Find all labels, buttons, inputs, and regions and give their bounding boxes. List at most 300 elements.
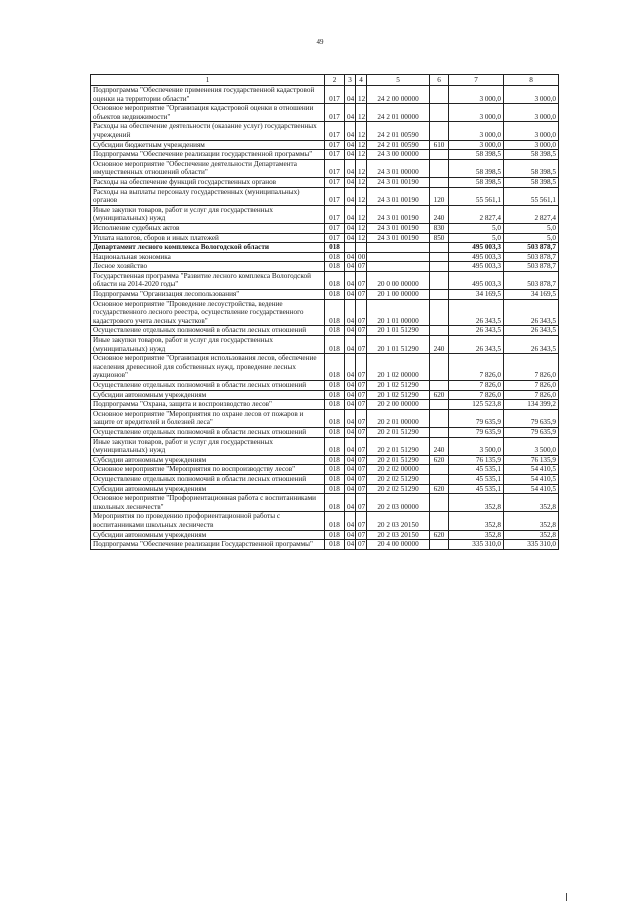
section-code-cell: 04 xyxy=(345,484,356,494)
column-header: 5 xyxy=(367,75,430,86)
target-article-cell: 20 1 01 00000 xyxy=(367,299,430,326)
table-row xyxy=(91,336,559,354)
expense-name-cell: Государственная программа "Развитие лесного комплекса Вологодской области на 2014-2020 годы" xyxy=(91,271,325,289)
amount-year1-cell: 5,0 xyxy=(449,223,504,233)
amount-year1-cell: 7 826,0 xyxy=(449,354,504,381)
expense-type-cell: 120 xyxy=(430,187,449,205)
subsection-code-cell: 07 xyxy=(356,530,367,540)
amount-year1-cell: 352,8 xyxy=(449,494,504,512)
expense-name-cell: Национальная экономика xyxy=(91,252,325,262)
amount-year1-cell: 3 000,0 xyxy=(449,104,504,122)
amount-year2-cell: 352,8 xyxy=(504,530,559,540)
table-row xyxy=(91,381,559,391)
subsection-code-cell: 07 xyxy=(356,354,367,381)
expense-name-cell: Подпрограмма "Охрана, защита и воспроизводство лесов" xyxy=(91,400,325,410)
amount-year2-cell: 54 410,5 xyxy=(504,465,559,475)
table-row xyxy=(91,409,559,427)
amount-year1-cell: 45 535,1 xyxy=(449,465,504,475)
section-code-cell: 04 xyxy=(345,233,356,243)
column-header: 4 xyxy=(356,75,367,86)
amount-year1-cell: 7 826,0 xyxy=(449,381,504,391)
expense-name-cell: Основное мероприятие "Обеспечение деятельности Департамента имущественных отношений области" xyxy=(91,159,325,177)
column-header: 6 xyxy=(430,75,449,86)
expense-name-cell: Подпрограмма "Организация лесопользования" xyxy=(91,290,325,300)
amount-year1-cell: 3 500,0 xyxy=(449,437,504,455)
section-code-cell: 04 xyxy=(345,336,356,354)
amount-year2-cell: 5,0 xyxy=(504,223,559,233)
amount-year1-cell: 7 826,0 xyxy=(449,390,504,400)
section-code-cell: 04 xyxy=(345,354,356,381)
expense-type-cell xyxy=(430,104,449,122)
section-code-cell: 04 xyxy=(345,223,356,233)
department-code-cell: 018 xyxy=(325,262,345,272)
expense-name-cell: Основное мероприятие "Профориентационная работа с воспитанниками школьных лесничеств" xyxy=(91,494,325,512)
subsection-code-cell: 07 xyxy=(356,400,367,410)
amount-year1-cell: 45 535,1 xyxy=(449,474,504,484)
table-row xyxy=(91,437,559,455)
section-code-cell: 04 xyxy=(345,512,356,530)
expense-type-cell: 620 xyxy=(430,455,449,465)
section-code-cell: 04 xyxy=(345,140,356,150)
amount-year2-cell: 58 398,5 xyxy=(504,150,559,160)
expense-type-cell xyxy=(430,159,449,177)
table-row xyxy=(91,122,559,140)
expense-name-cell: Расходы на выплаты персоналу государственных (муниципальных) органов xyxy=(91,187,325,205)
department-code-cell: 017 xyxy=(325,140,345,150)
section-code-cell: 04 xyxy=(345,437,356,455)
department-code-cell: 018 xyxy=(325,465,345,475)
expense-type-cell xyxy=(430,474,449,484)
department-code-cell: 018 xyxy=(325,290,345,300)
subsection-code-cell: 12 xyxy=(356,205,367,223)
amount-year2-cell: 7 826,0 xyxy=(504,354,559,381)
table-row xyxy=(91,390,559,400)
page-number: 49 xyxy=(316,38,324,46)
amount-year2-cell: 7 826,0 xyxy=(504,381,559,391)
amount-year1-cell: 45 535,1 xyxy=(449,484,504,494)
expense-name-cell: Расходы на обеспечение функций государственных органов xyxy=(91,177,325,187)
department-code-cell: 017 xyxy=(325,86,345,104)
subsection-code-cell: 07 xyxy=(356,409,367,427)
subsection-code-cell: 12 xyxy=(356,187,367,205)
section-code-cell: 04 xyxy=(345,150,356,160)
department-code-cell: 017 xyxy=(325,150,345,160)
target-article-cell: 20 1 02 51290 xyxy=(367,390,430,400)
expense-name-cell: Подпрограмма "Обеспечение реализации Государственной программы" xyxy=(91,540,325,550)
expense-name-cell: Субсидии автономным учреждениям xyxy=(91,390,325,400)
department-code-cell: 018 xyxy=(325,390,345,400)
target-article-cell: 24 3 01 00190 xyxy=(367,223,430,233)
target-article-cell: 20 2 02 51290 xyxy=(367,484,430,494)
expense-name-cell: Иные закупки товаров, работ и услуг для государственных (муниципальных) нужд xyxy=(91,205,325,223)
table-row xyxy=(91,465,559,475)
target-article-cell: 20 2 01 00000 xyxy=(367,409,430,427)
amount-year1-cell: 352,8 xyxy=(449,530,504,540)
department-code-cell: 017 xyxy=(325,104,345,122)
amount-year1-cell: 26 343,5 xyxy=(449,326,504,336)
target-article-cell: 20 2 02 51290 xyxy=(367,474,430,484)
amount-year2-cell: 5,0 xyxy=(504,233,559,243)
amount-year2-cell: 2 827,4 xyxy=(504,205,559,223)
target-article-cell: 24 3 00 00000 xyxy=(367,150,430,160)
department-code-cell: 018 xyxy=(325,381,345,391)
table-row xyxy=(91,512,559,530)
section-code-cell xyxy=(345,243,356,253)
expense-name-cell: Основное мероприятие "Организация использования лесов, обеспечение населения древесиной для собственных нужд, проведение лесных аукционов" xyxy=(91,354,325,381)
subsection-code-cell: 07 xyxy=(356,326,367,336)
subsection-code-cell: 07 xyxy=(356,381,367,391)
subsection-code-cell: 07 xyxy=(356,390,367,400)
target-article-cell: 20 1 01 51290 xyxy=(367,326,430,336)
table-row xyxy=(91,271,559,289)
table-row xyxy=(91,140,559,150)
expense-type-cell: 240 xyxy=(430,437,449,455)
amount-year1-cell: 5,0 xyxy=(449,233,504,243)
expense-type-cell xyxy=(430,326,449,336)
expense-name-cell: Мероприятия по проведению профориентационной работы с воспитанниками школьных лесничеств xyxy=(91,512,325,530)
section-code-cell: 04 xyxy=(345,400,356,410)
subsection-code-cell: 07 xyxy=(356,455,367,465)
amount-year1-cell: 2 827,4 xyxy=(449,205,504,223)
table-row xyxy=(91,484,559,494)
amount-year1-cell: 125 523,8 xyxy=(449,400,504,410)
section-code-cell: 04 xyxy=(345,465,356,475)
target-article-cell: 24 3 01 00190 xyxy=(367,187,430,205)
department-code-cell: 018 xyxy=(325,540,345,550)
amount-year2-cell: 503 878,7 xyxy=(504,252,559,262)
column-header: 7 xyxy=(449,75,504,86)
target-article-cell: 24 3 01 00000 xyxy=(367,159,430,177)
subsection-code-cell: 07 xyxy=(356,427,367,437)
expense-name-cell: Основное мероприятие "Организация кадастровой оценки в отношении объектов недвижимости" xyxy=(91,104,325,122)
amount-year1-cell: 58 398,5 xyxy=(449,177,504,187)
amount-year2-cell: 54 410,5 xyxy=(504,484,559,494)
section-code-cell: 04 xyxy=(345,177,356,187)
table-row xyxy=(91,86,559,104)
subsection-code-cell: 12 xyxy=(356,122,367,140)
amount-year1-cell: 76 135,9 xyxy=(449,455,504,465)
budget-table xyxy=(90,74,559,550)
section-code-cell: 04 xyxy=(345,187,356,205)
expense-name-cell: Осуществление отдельных полномочий в области лесных отношений xyxy=(91,427,325,437)
subsection-code-cell: 12 xyxy=(356,177,367,187)
section-code-cell: 04 xyxy=(345,540,356,550)
target-article-cell: 24 3 01 00190 xyxy=(367,233,430,243)
amount-year2-cell: 3 000,0 xyxy=(504,104,559,122)
department-code-cell: 018 xyxy=(325,336,345,354)
amount-year2-cell: 54 410,5 xyxy=(504,474,559,484)
target-article-cell: 24 2 01 00590 xyxy=(367,122,430,140)
department-code-cell: 018 xyxy=(325,512,345,530)
subsection-code-cell: 07 xyxy=(356,290,367,300)
expense-type-cell: 830 xyxy=(430,223,449,233)
department-code-cell: 017 xyxy=(325,233,345,243)
section-code-cell: 04 xyxy=(345,252,356,262)
section-code-cell: 04 xyxy=(345,474,356,484)
expense-name-cell: Лесное хозяйство xyxy=(91,262,325,272)
department-code-cell: 018 xyxy=(325,326,345,336)
table-row xyxy=(91,243,559,253)
department-code-cell: 017 xyxy=(325,177,345,187)
table-row xyxy=(91,233,559,243)
target-article-cell: 24 3 01 00190 xyxy=(367,177,430,187)
amount-year2-cell: 503 878,7 xyxy=(504,262,559,272)
expense-type-cell xyxy=(430,381,449,391)
expense-name-cell: Иные закупки товаров, работ и услуг для государственных (муниципальных) нужд xyxy=(91,336,325,354)
subsection-code-cell: 12 xyxy=(356,233,367,243)
amount-year2-cell: 3 000,0 xyxy=(504,86,559,104)
subsection-code-cell: 07 xyxy=(356,484,367,494)
department-code-cell: 017 xyxy=(325,122,345,140)
expense-name-cell: Субсидии бюджетным учреждениям xyxy=(91,140,325,150)
expense-type-cell: 240 xyxy=(430,336,449,354)
amount-year1-cell: 3 000,0 xyxy=(449,86,504,104)
table-row xyxy=(91,187,559,205)
amount-year1-cell: 79 635,9 xyxy=(449,409,504,427)
expense-type-cell xyxy=(430,271,449,289)
expense-type-cell xyxy=(430,290,449,300)
expense-type-cell xyxy=(430,400,449,410)
expense-type-cell xyxy=(430,512,449,530)
section-code-cell: 04 xyxy=(345,381,356,391)
subsection-code-cell: 07 xyxy=(356,512,367,530)
target-article-cell: 20 2 03 20150 xyxy=(367,512,430,530)
amount-year2-cell: 335 310,0 xyxy=(504,540,559,550)
table-row xyxy=(91,159,559,177)
column-number-row xyxy=(91,75,559,86)
amount-year2-cell: 55 561,1 xyxy=(504,187,559,205)
expense-name-cell: Основное мероприятие "Мероприятия по воспроизводству лесов" xyxy=(91,465,325,475)
expense-name-cell: Субсидии автономным учреждениям xyxy=(91,455,325,465)
expense-type-cell xyxy=(430,177,449,187)
amount-year1-cell: 34 169,5 xyxy=(449,290,504,300)
target-article-cell: 20 2 01 51290 xyxy=(367,455,430,465)
subsection-code-cell: 00 xyxy=(356,252,367,262)
subsection-code-cell: 07 xyxy=(356,299,367,326)
expense-type-cell xyxy=(430,540,449,550)
target-article-cell: 24 2 01 00590 xyxy=(367,140,430,150)
target-article-cell: 20 1 02 51290 xyxy=(367,381,430,391)
subsection-code-cell: 12 xyxy=(356,150,367,160)
expense-name-cell: Осуществление отдельных полномочий в области лесных отношений xyxy=(91,326,325,336)
amount-year2-cell: 26 343,5 xyxy=(504,336,559,354)
expense-type-cell xyxy=(430,354,449,381)
expense-type-cell: 240 xyxy=(430,205,449,223)
section-code-cell: 04 xyxy=(345,262,356,272)
subsection-code-cell: 07 xyxy=(356,494,367,512)
amount-year2-cell: 352,8 xyxy=(504,494,559,512)
table-row xyxy=(91,530,559,540)
section-code-cell: 04 xyxy=(345,427,356,437)
expense-type-cell: 620 xyxy=(430,484,449,494)
section-code-cell: 04 xyxy=(345,290,356,300)
column-header: 3 xyxy=(345,75,356,86)
department-code-cell: 018 xyxy=(325,299,345,326)
subsection-code-cell: 07 xyxy=(356,474,367,484)
department-code-cell: 018 xyxy=(325,494,345,512)
expense-type-cell: 620 xyxy=(430,390,449,400)
amount-year2-cell: 3 000,0 xyxy=(504,122,559,140)
expense-name-cell: Исполнение судебных актов xyxy=(91,223,325,233)
department-code-cell: 018 xyxy=(325,243,345,253)
table-row xyxy=(91,354,559,381)
table-row xyxy=(91,150,559,160)
section-code-cell: 04 xyxy=(345,159,356,177)
amount-year1-cell: 3 000,0 xyxy=(449,140,504,150)
amount-year1-cell: 79 635,9 xyxy=(449,427,504,437)
department-code-cell: 018 xyxy=(325,484,345,494)
expense-type-cell xyxy=(430,243,449,253)
table-row xyxy=(91,299,559,326)
expense-type-cell: 610 xyxy=(430,140,449,150)
amount-year2-cell: 503 878,7 xyxy=(504,271,559,289)
department-code-cell: 018 xyxy=(325,437,345,455)
expense-name-cell: Основное мероприятие "Проведение лесоустройства, ведение государственного лесного реестра, осуществление государственного кадастрового учета лесных участков" xyxy=(91,299,325,326)
expense-type-cell xyxy=(430,262,449,272)
target-article-cell: 20 1 00 00000 xyxy=(367,290,430,300)
department-code-cell: 017 xyxy=(325,205,345,223)
amount-year2-cell: 79 635,9 xyxy=(504,409,559,427)
amount-year2-cell: 3 500,0 xyxy=(504,437,559,455)
amount-year1-cell: 335 310,0 xyxy=(449,540,504,550)
section-code-cell: 04 xyxy=(345,390,356,400)
amount-year1-cell: 26 343,5 xyxy=(449,299,504,326)
section-code-cell: 04 xyxy=(345,455,356,465)
expense-name-cell: Иные закупки товаров, работ и услуг для государственных (муниципальных) нужд xyxy=(91,437,325,455)
expense-type-cell: 620 xyxy=(430,530,449,540)
target-article-cell: 20 2 01 51290 xyxy=(367,427,430,437)
amount-year2-cell: 79 635,9 xyxy=(504,427,559,437)
amount-year1-cell: 495 003,3 xyxy=(449,262,504,272)
amount-year1-cell: 26 343,5 xyxy=(449,336,504,354)
table-row xyxy=(91,326,559,336)
section-code-cell: 04 xyxy=(345,104,356,122)
department-code-cell: 018 xyxy=(325,474,345,484)
subsection-code-cell: 12 xyxy=(356,159,367,177)
target-article-cell: 20 2 01 51290 xyxy=(367,437,430,455)
target-article-cell xyxy=(367,243,430,253)
amount-year2-cell: 134 399,2 xyxy=(504,400,559,410)
amount-year2-cell: 58 398,5 xyxy=(504,159,559,177)
section-code-cell: 04 xyxy=(345,271,356,289)
amount-year1-cell: 3 000,0 xyxy=(449,122,504,140)
table-row xyxy=(91,540,559,550)
amount-year1-cell: 55 561,1 xyxy=(449,187,504,205)
table-row xyxy=(91,252,559,262)
target-article-cell: 24 3 01 00190 xyxy=(367,205,430,223)
amount-year2-cell: 503 878,7 xyxy=(504,243,559,253)
department-code-cell: 018 xyxy=(325,530,345,540)
table-row xyxy=(91,427,559,437)
scan-edge-mark xyxy=(566,893,570,901)
expense-name-cell: Расходы на обеспечение деятельности (оказание услуг) государственных учреждений xyxy=(91,122,325,140)
column-header: 1 xyxy=(91,75,325,86)
amount-year1-cell: 495 003,3 xyxy=(449,243,504,253)
section-code-cell: 04 xyxy=(345,494,356,512)
target-article-cell: 24 2 01 00000 xyxy=(367,104,430,122)
amount-year2-cell: 352,8 xyxy=(504,512,559,530)
department-code-cell: 018 xyxy=(325,409,345,427)
target-article-cell xyxy=(367,262,430,272)
subsection-code-cell: 07 xyxy=(356,271,367,289)
section-code-cell: 04 xyxy=(345,205,356,223)
column-header: 2 xyxy=(325,75,345,86)
expense-name-cell: Департамент лесного комплекса Вологодской области xyxy=(91,243,325,253)
amount-year2-cell: 26 343,5 xyxy=(504,299,559,326)
subsection-code-cell: 07 xyxy=(356,262,367,272)
expense-type-cell xyxy=(430,150,449,160)
department-code-cell: 018 xyxy=(325,252,345,262)
table-row xyxy=(91,104,559,122)
department-code-cell: 017 xyxy=(325,159,345,177)
expense-name-cell: Субсидии автономным учреждениям xyxy=(91,484,325,494)
table-row xyxy=(91,400,559,410)
table-body xyxy=(91,86,559,550)
target-article-cell: 20 2 03 00000 xyxy=(367,494,430,512)
subsection-code-cell: 12 xyxy=(356,104,367,122)
target-article-cell: 24 2 00 00000 xyxy=(367,86,430,104)
target-article-cell xyxy=(367,252,430,262)
amount-year2-cell: 34 169,5 xyxy=(504,290,559,300)
expense-type-cell xyxy=(430,409,449,427)
expense-name-cell: Осуществление отдельных полномочий в области лесных отношений xyxy=(91,474,325,484)
expense-name-cell: Основное мероприятие "Мероприятия по охране лесов от пожаров и защите от вредителей и болезней леса" xyxy=(91,409,325,427)
amount-year2-cell: 7 826,0 xyxy=(504,390,559,400)
expense-name-cell: Субсидии автономным учреждениям xyxy=(91,530,325,540)
expense-type-cell xyxy=(430,86,449,104)
expense-name-cell: Подпрограмма "Обеспечение реализации государственной программы" xyxy=(91,150,325,160)
target-article-cell: 20 1 01 51290 xyxy=(367,336,430,354)
subsection-code-cell: 12 xyxy=(356,223,367,233)
expense-name-cell: Подпрограмма "Обеспечение применения государственной кадастровой оценки на территории области" xyxy=(91,86,325,104)
amount-year2-cell: 3 000,0 xyxy=(504,140,559,150)
expense-type-cell xyxy=(430,299,449,326)
subsection-code-cell: 12 xyxy=(356,140,367,150)
amount-year1-cell: 58 398,5 xyxy=(449,159,504,177)
column-header: 8 xyxy=(504,75,559,86)
amount-year1-cell: 495 003,3 xyxy=(449,271,504,289)
section-code-cell: 04 xyxy=(345,409,356,427)
amount-year1-cell: 58 398,5 xyxy=(449,150,504,160)
expense-name-cell: Осуществление отдельных полномочий в области лесных отношений xyxy=(91,381,325,391)
section-code-cell: 04 xyxy=(345,299,356,326)
table-row xyxy=(91,474,559,484)
amount-year1-cell: 495 003,3 xyxy=(449,252,504,262)
table-row xyxy=(91,290,559,300)
target-article-cell: 20 2 00 00000 xyxy=(367,400,430,410)
subsection-code-cell: 07 xyxy=(356,437,367,455)
section-code-cell: 04 xyxy=(345,86,356,104)
target-article-cell: 20 4 00 00000 xyxy=(367,540,430,550)
department-code-cell: 018 xyxy=(325,427,345,437)
department-code-cell: 017 xyxy=(325,187,345,205)
subsection-code-cell: 07 xyxy=(356,540,367,550)
expense-type-cell xyxy=(430,494,449,512)
expense-type-cell xyxy=(430,122,449,140)
table-row xyxy=(91,262,559,272)
expense-type-cell: 850 xyxy=(430,233,449,243)
table-row xyxy=(91,223,559,233)
section-code-cell: 04 xyxy=(345,122,356,140)
subsection-code-cell xyxy=(356,243,367,253)
amount-year2-cell: 58 398,5 xyxy=(504,177,559,187)
table-row xyxy=(91,494,559,512)
table-row xyxy=(91,455,559,465)
department-code-cell: 018 xyxy=(325,354,345,381)
expense-name-cell: Уплата налогов, сборов и иных платежей xyxy=(91,233,325,243)
section-code-cell: 04 xyxy=(345,530,356,540)
target-article-cell: 20 0 00 00000 xyxy=(367,271,430,289)
